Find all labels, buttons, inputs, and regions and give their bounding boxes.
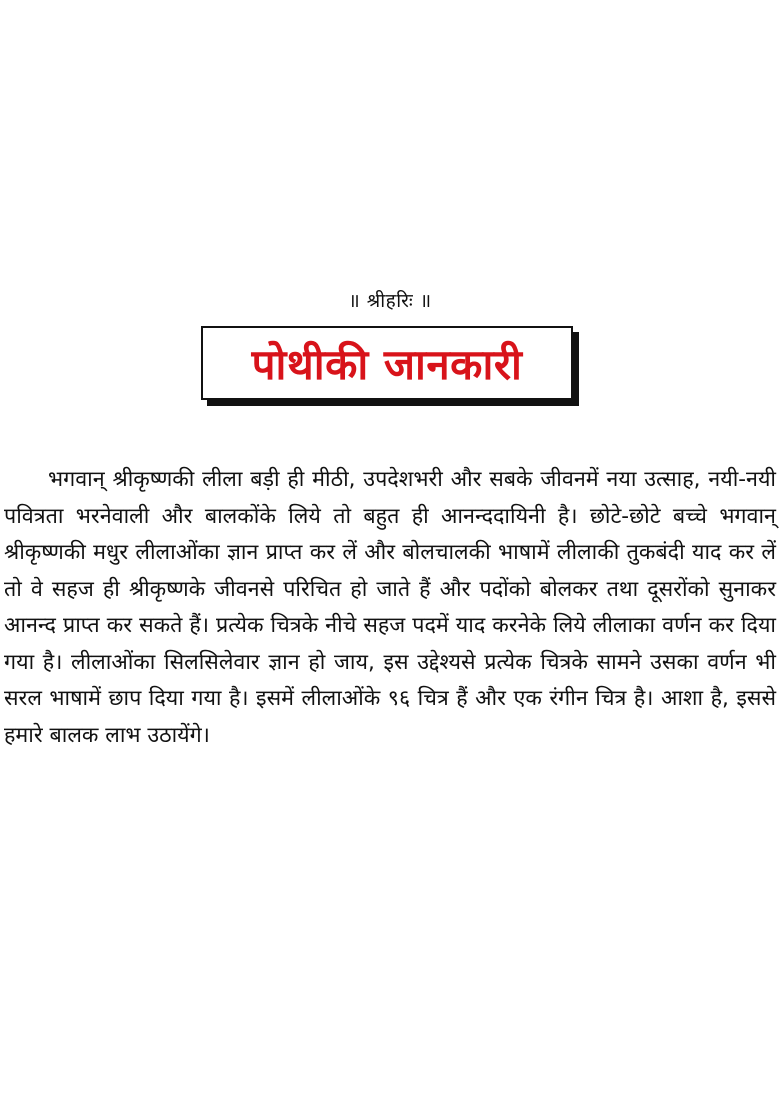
invocation-heading: ॥ श्रीहरिः ॥ [348,290,432,312]
title-box [201,326,573,400]
page-title: पोथीकी जानकारी [251,339,523,389]
body-paragraph: भगवान् श्रीकृष्णकी लीला बड़ी ही मीठी, उपदेशभरी और सबके जीवनमें नया उत्साह, नयी-नयी पवित्रता भरनेवाली और बालकोंके लिये तो बहुत ही आनन्ददायिनी है। छोटे-छोटे बच्चे भगवान् श्रीकृष्णकी मधुर लीलाओंका ज्ञान प्राप्त कर लें और बोलचालकी भाषामें लीलाकी तुकबंदी याद कर लें तो वे सहज ही श्रीकृष्णके जीवनसे परिचित हो जाते हैं और पदोंको बोलकर तथा दूसरोंको सुनाकर आनन्द प्राप्त कर सकते हैं। प्रत्येक चित्रके नीचे सहज पदमें याद करनेके लिये लीलाका वर्णन कर दिया गया है। लीलाओंका सिलसिलेवार ज्ञान हो जाय, इस उद्देश्यसे प्रत्येक चित्रके सामने उसका वर्णन भी सरल भाषामें छाप दिया गया है। इसमें लीलाओंके ९६ चित्र हैं और एक रंगीन चित्र है। आशा है, इससे हमारे बालक लाभ उठायेंगे। [4,467,776,748]
